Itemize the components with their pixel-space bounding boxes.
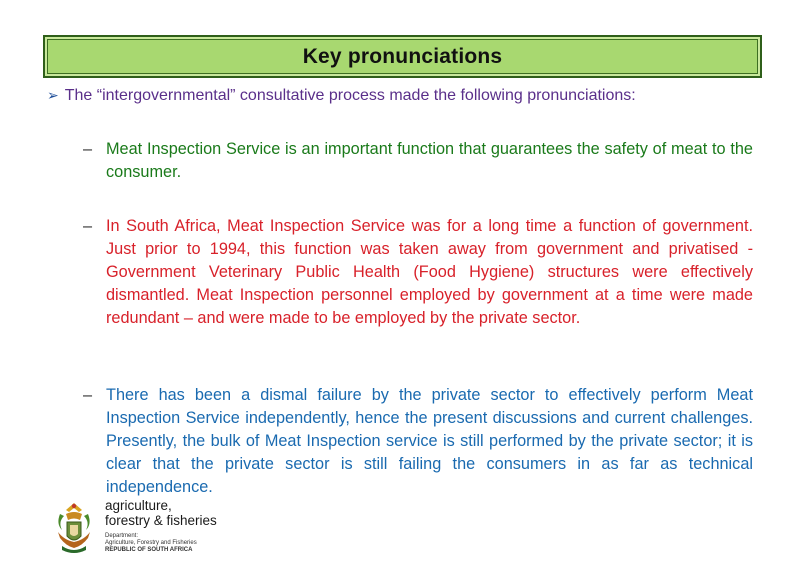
logo-line-dept-name: Agriculture, Forestry and Fisheries — [105, 540, 197, 546]
logo-line-republic: REPUBLIC OF SOUTH AFRICA — [105, 547, 193, 553]
title-box — [43, 35, 762, 78]
dash-marker: – — [83, 386, 93, 404]
arrow-bullet-icon: ➢ — [47, 87, 59, 103]
coat-of-arms-icon — [52, 500, 96, 556]
department-logo — [52, 500, 237, 560]
list-item-text: In South Africa, Meat Inspection Service was for a long time a function of government. Just prior to 1994, this function was taken away from government and privatised - Government Veterinary Public Health (Food Hygiene) structures were effectively dismantled. Meat Inspection personnel employed by government at a time were made redundant – and were made to be employed by the private sector. — [106, 217, 753, 327]
logo-line-department: Department: — [105, 533, 139, 539]
logo-line-forestry: forestry & fisheries — [105, 513, 217, 528]
logo-line-agriculture: agriculture, — [105, 498, 172, 513]
intro-text: The “intergovernmental” consultative process made the following pronunciations: — [64, 87, 636, 104]
list-item — [83, 138, 753, 184]
list-item-text: Meat Inspection Service is an important function that guarantees the safety of meat to the consumer. — [106, 140, 753, 181]
dash-marker: – — [83, 217, 93, 235]
page-title: Key pronunciations — [302, 44, 503, 68]
list-item — [83, 215, 753, 330]
dash-marker: – — [83, 140, 93, 158]
intro-bullet — [47, 85, 767, 106]
list-item-text: There has been a dismal failure by the private sector to effectively perform Meat Inspection Service independently, hence the present discussions and current challenges. Presently, the bulk of Meat Inspection service is still performed by the private sector; it is clear that the private sector is still failing the consumers in as far as technical independence. — [106, 386, 753, 496]
list-item — [83, 384, 753, 499]
